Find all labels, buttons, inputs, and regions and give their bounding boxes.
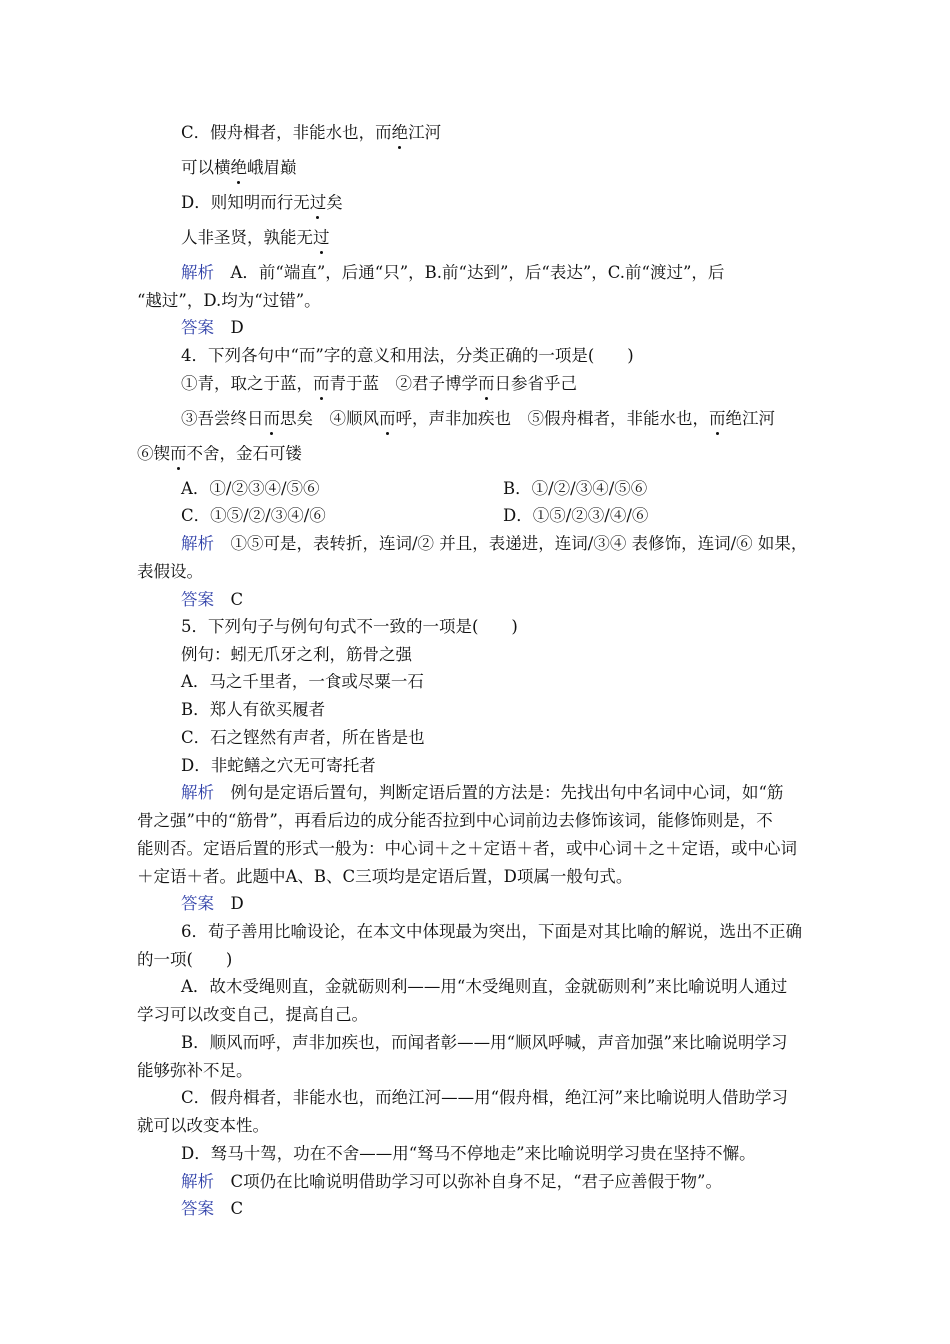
q4-analysis-cont: 表假设。: [137, 562, 203, 581]
emphasis-char: 而: [170, 444, 187, 463]
answer-label: 答案: [181, 590, 214, 609]
q4-sentences-2: ③吾尝终日而思矣 ④顺风而呼，声非加疾也 ⑤假舟楫者，非能水也，而绝江河: [181, 409, 775, 428]
emphasis-char: 而: [263, 409, 280, 428]
answer-label: 答案: [181, 318, 214, 337]
q5-answer: 答案 D: [181, 894, 244, 913]
q4-option-a: A．①/②③④/⑤⑥: [181, 479, 320, 498]
q4-option-c: C．①⑤/②/③④/⑥: [181, 506, 326, 525]
q5-analysis: 解析 例句是定语后置句，判断定语后置的方法是：先找出句中名词中心词，如“筋: [181, 783, 784, 802]
q4-sentences-1: ①青，取之于蓝，而青于蓝 ②君子博学而日参省乎己: [181, 374, 577, 393]
q6-option-b: B．顺风而呼，声非加疾也，而闻者彰——用“顺风呼喊，声音加强”来比喻说明学习: [181, 1033, 788, 1052]
emphasis-char: 而: [709, 409, 726, 428]
q5-option-b: B．郑人有欲买履者: [181, 700, 326, 719]
q5-stem: 5．下列句子与例句句式不一致的一项是( ): [181, 617, 518, 636]
emphasis-char: 而: [313, 374, 330, 393]
q3-analysis-cont: “越过”，D.均为“过错”。: [137, 291, 321, 310]
q6-analysis: 解析 C项仍在比喻说明借助学习可以弥补自身不足，“君子应善假于物”。: [181, 1172, 722, 1191]
q6-answer: 答案 C: [181, 1199, 244, 1218]
q4-option-d: D．①⑤/②③/④/⑥: [503, 506, 649, 525]
q3-option-c-compare: 可以横绝峨眉巅: [181, 158, 297, 177]
q5-analysis-cont-1: 骨之强”中的“筋骨”，再看后边的成分能否拉到中心词前边去修饰该词，能修饰则是，不: [137, 811, 773, 830]
q6-option-b-cont: 能够弥补不足。: [137, 1061, 253, 1080]
answer-label: 答案: [181, 1199, 214, 1218]
analysis-label: 解析: [181, 534, 214, 553]
q6-stem-cont: 的一项( ): [137, 950, 233, 969]
analysis-label: 解析: [181, 263, 214, 282]
q3-option-c: C．假舟楫者，非能水也，而绝江河: [181, 123, 442, 142]
q4-analysis: 解析 ①⑤可是，表转折，连词/② 并且，表递进，连词/③④ 表修饰，连词/⑥ 如果，: [181, 534, 808, 553]
q6-option-d: D．驽马十驾，功在不舍——用“驽马不停地走”来比喻说明学习贵在坚持不懈。: [181, 1144, 756, 1163]
q4-answer: 答案 C: [181, 590, 244, 609]
emphasis-char: 而: [478, 374, 495, 393]
q5-example: 例句：蚓无爪牙之利，筋骨之强: [181, 645, 412, 664]
emphasis-char: 绝: [230, 158, 247, 177]
q3-answer: 答案 D: [181, 318, 244, 337]
q5-option-a: A．马之千里者，一食或尽粟一石: [181, 672, 424, 691]
emphasis-char: 而: [379, 409, 396, 428]
q6-option-a-cont: 学习可以改变自己，提高自己。: [137, 1005, 368, 1024]
q6-stem: 6．荀子善用比喻设论，在本文中体现最为突出，下面是对其比喻的解说，选出不正确: [181, 922, 802, 941]
q5-option-c: C．石之铿然有声者，所在皆是也: [181, 728, 425, 747]
q3-option-d: D．则知明而行无过矣: [181, 193, 343, 212]
q3-analysis: 解析 A．前“端直”，后通“只”，B.前“达到”，后“表达”，C.前“渡过”，后: [181, 263, 725, 282]
analysis-label: 解析: [181, 783, 214, 802]
q4-sentences-3: ⑥锲而不舍，金石可镂: [137, 444, 302, 463]
emphasis-char: 过: [313, 228, 330, 247]
analysis-label: 解析: [181, 1172, 214, 1191]
q6-option-a: A．故木受绳则直，金就砺则利——用“木受绳则直，金就砺则利”来比喻说明人通过: [181, 977, 788, 996]
q5-analysis-cont-2: 能则否。定语后置的形式一般为：中心词＋之＋定语＋者，或中心词＋之＋定语，或中心词: [137, 839, 797, 858]
q5-analysis-cont-3: ＋定语＋者。此题中A、B、C三项均是定语后置，D项属一般句式。: [137, 867, 633, 886]
q5-option-d: D．非蛇鳝之穴无可寄托者: [181, 756, 376, 775]
q3-option-d-compare: 人非圣贤，孰能无过: [181, 228, 330, 247]
q6-option-c: C．假舟楫者，非能水也，而绝江河——用“假舟楫，绝江河”来比喻说明人借助学习: [181, 1088, 788, 1107]
q4-stem: 4．下列各句中“而”字的意义和用法，分类正确的一项是( ): [181, 346, 634, 365]
q6-option-c-cont: 就可以改变本性。: [137, 1116, 269, 1135]
q4-option-b: B．①/②/③④/⑤⑥: [503, 479, 648, 498]
emphasis-char: 绝: [391, 123, 409, 142]
emphasis-char: 过: [309, 193, 327, 212]
answer-label: 答案: [181, 894, 214, 913]
